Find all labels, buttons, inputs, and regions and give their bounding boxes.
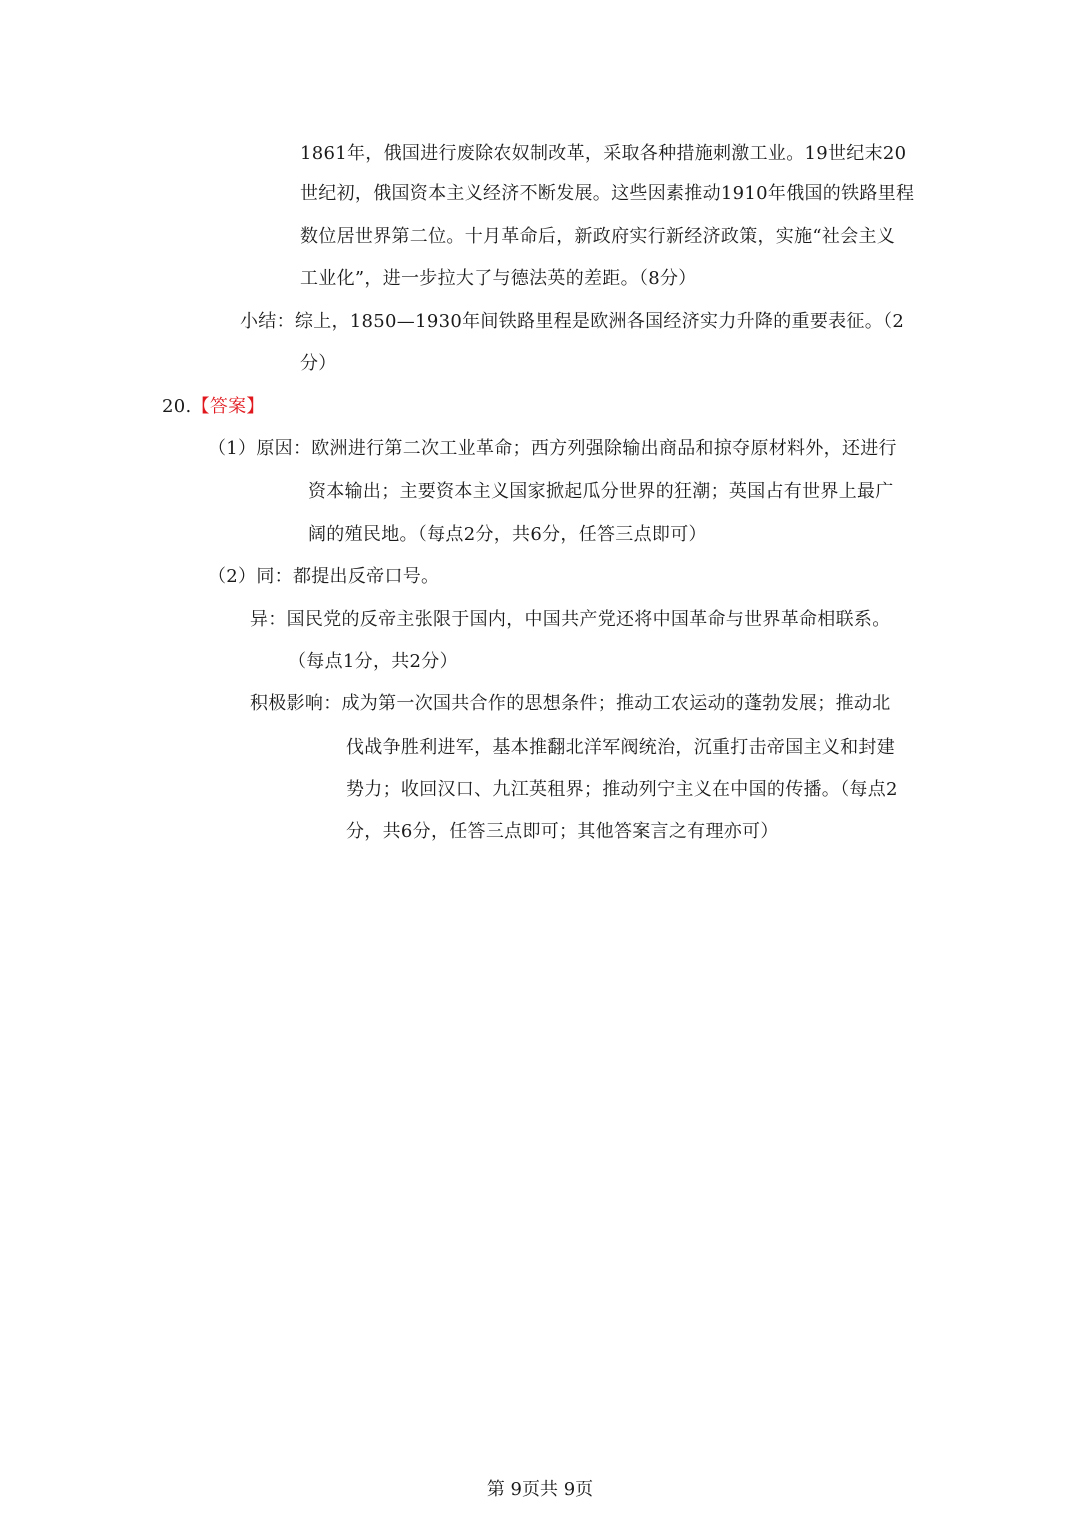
q20-heading xyxy=(162,395,265,419)
intro-line-2: 世纪初，俄国资本主义经济不断发展。这些因素推动1910年俄国的铁路里程 xyxy=(300,183,915,204)
part2-diff-score: （每点1分，共2分） xyxy=(288,651,458,672)
part1-line-3: 阔的殖民地。（每点2分，共6分，任答三点即可） xyxy=(308,524,707,545)
impact-line-2: 伐战争胜利进军，基本推翻北洋军阀统治，沉重打击帝国主义和封建 xyxy=(346,737,895,758)
impact-line-4: 分，共6分，任答三点即可；其他答案言之有理亦可） xyxy=(346,821,779,842)
part2-diff: 异：国民党的反帝主张限于国内，中国共产党还将中国革命与世界革命相联系。 xyxy=(250,609,891,630)
part1-line-2: 资本输出；主要资本主义国家掀起瓜分世界的狂潮；英国占有世界上最广 xyxy=(308,481,894,502)
q20-number: 20. xyxy=(162,396,192,417)
summary-line-1: 小结：综上，1850—1930年间铁路里程是欧洲各国经济实力升降的重要表征。（2 xyxy=(240,311,905,332)
part2-same: （2）同：都提出反帝口号。 xyxy=(208,566,440,587)
answer-tag: 【答案】 xyxy=(191,396,265,417)
summary-line-2: 分） xyxy=(300,353,337,374)
intro-line-3: 数位居世界第二位。十月革命后，新政府实行新经济政策，实施“社会主义 xyxy=(300,226,896,247)
intro-line-1: 1861年，俄国进行废除农奴制改革，采取各种措施刺激工业。19世纪末20 xyxy=(300,143,907,164)
part1-line-1: （1）原因：欧洲进行第二次工业革命；西方列强除输出商品和掠夺原材料外，还进行 xyxy=(208,438,897,459)
impact-line-1: 积极影响：成为第一次国共合作的思想条件；推动工农运动的蓬勃发展；推动北 xyxy=(250,693,891,714)
intro-line-4: 工业化”，进一步拉大了与德法英的差距。（8分） xyxy=(300,268,697,289)
impact-line-3: 势力；收回汉口、九江英租界；推动列宁主义在中国的传播。（每点2 xyxy=(346,779,898,800)
page-number-footer: 第 9页共 9页 xyxy=(486,1479,594,1500)
